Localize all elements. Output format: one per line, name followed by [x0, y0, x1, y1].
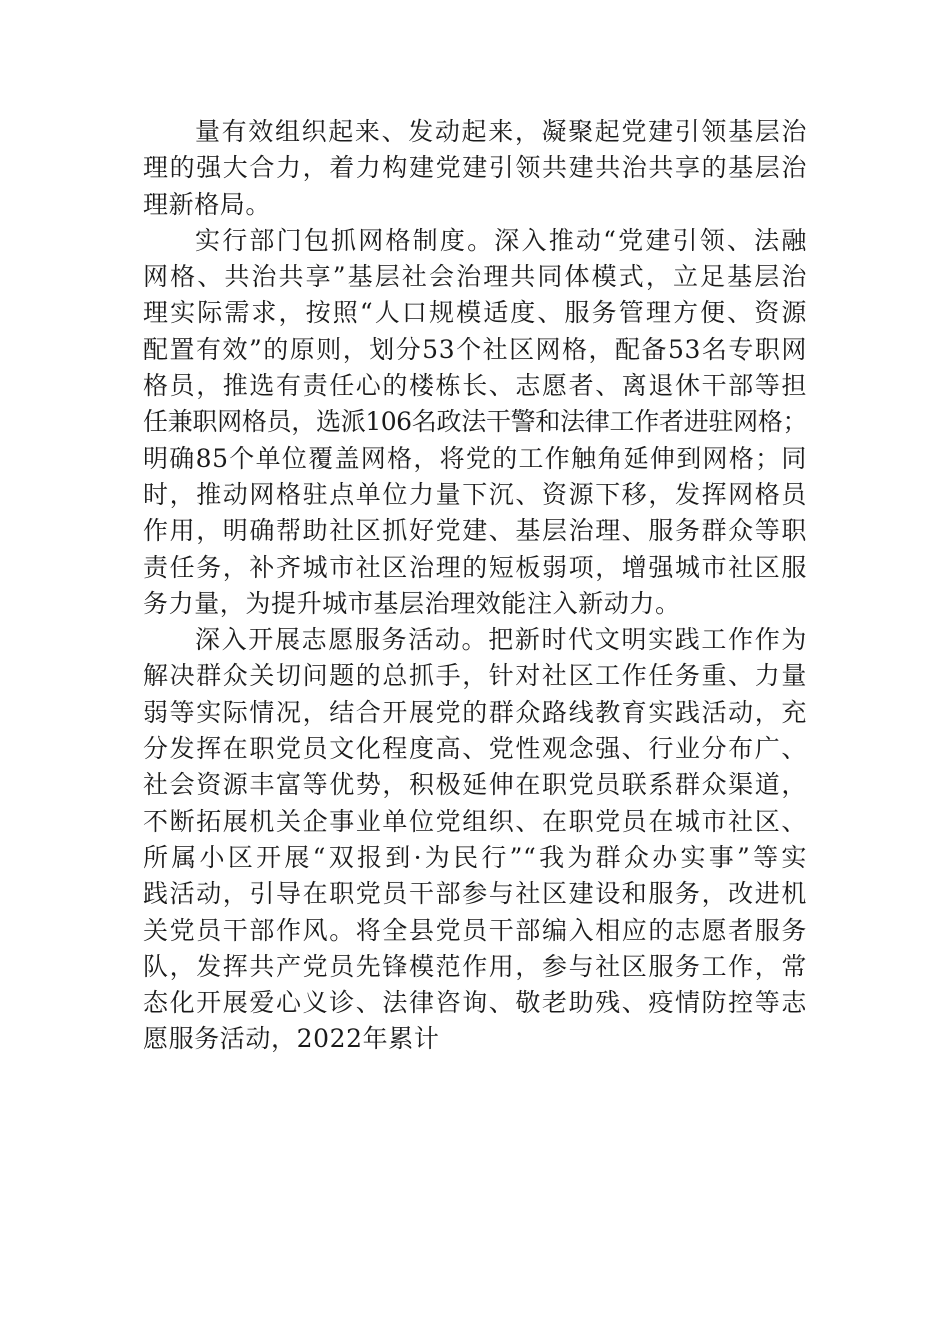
text-line: 明确85个单位覆盖网格，将党的工作触角延伸到网格；同	[143, 443, 807, 473]
text-line: 作用，明确帮助社区抓好党建、基层治理、服务群众等职	[143, 516, 807, 546]
text-line: 队，发挥共产党员先锋模范作用，参与社区服务工作，常	[143, 951, 807, 981]
text-line: 实行部门包抓网格制度。深入推动“党建引领、法融	[195, 225, 807, 255]
text-line: 量有效组织起来、发动起来，凝聚起党建引领基层治	[195, 117, 807, 146]
text-line: 务力量，为提升城市基层治理效能注入新动力。	[143, 588, 681, 618]
text-line: 解决群众关切问题的总抓手，针对社区工作任务重、力量	[143, 661, 807, 691]
text-line: 社会资源丰富等优势，积极延伸在职党员联系群众渠道，	[143, 770, 807, 800]
text-line: 不断拓展机关企事业单位党组织、在职党员在城市社区、	[143, 806, 807, 836]
text-line: 配置有效”的原则，划分53个社区网格，配备53名专职网	[143, 334, 807, 364]
text-line: 格员，推选有责任心的楼栋长、志愿者、离退休干部等担	[143, 371, 807, 401]
text-line: 态化开展爱心义诊、法律咨询、敬老助残、疫情防控等志	[143, 988, 807, 1018]
text-line: 网格、共治共享”基层社会治理共同体模式，立足基层治	[143, 262, 807, 292]
text-line: 理新格局。	[143, 189, 272, 219]
paragraph-1	[143, 114, 807, 223]
paragraph-3	[143, 622, 807, 1058]
text-line: 践活动，引导在职党员干部参与社区建设和服务，改进机	[143, 879, 807, 909]
text-line: 理的强大合力，着力构建党建引领共建共治共享的基层治	[143, 153, 807, 183]
text-line: 任兼职网格员，选派106名政法干警和法律工作者进驻网格；	[143, 407, 807, 437]
paragraph-2	[143, 223, 807, 622]
text-line: 理实际需求，按照“人口规模适度、服务管理方便、资源	[143, 298, 807, 328]
body-text	[143, 114, 807, 1058]
text-line: 关党员干部作风。将全县党员干部编入相应的志愿者服务	[143, 915, 807, 945]
text-line: 时，推动网格驻点单位力量下沉、资源下移，发挥网格员	[143, 479, 807, 509]
text-line: 分发挥在职党员文化程度高、党性观念强、行业分布广、	[143, 734, 807, 764]
text-line: 愿服务活动，2022年累计	[143, 1024, 440, 1054]
text-line: 所属小区开展“双报到·为民行”“我为群众办实事”等实	[143, 842, 807, 872]
text-line: 弱等实际情况，结合开展党的群众路线教育实践活动，充	[143, 697, 807, 727]
text-line: 责任务，补齐城市社区治理的短板弱项，增强城市社区服	[143, 552, 807, 582]
text-line: 深入开展志愿服务活动。把新时代文明实践工作作为	[195, 625, 807, 655]
